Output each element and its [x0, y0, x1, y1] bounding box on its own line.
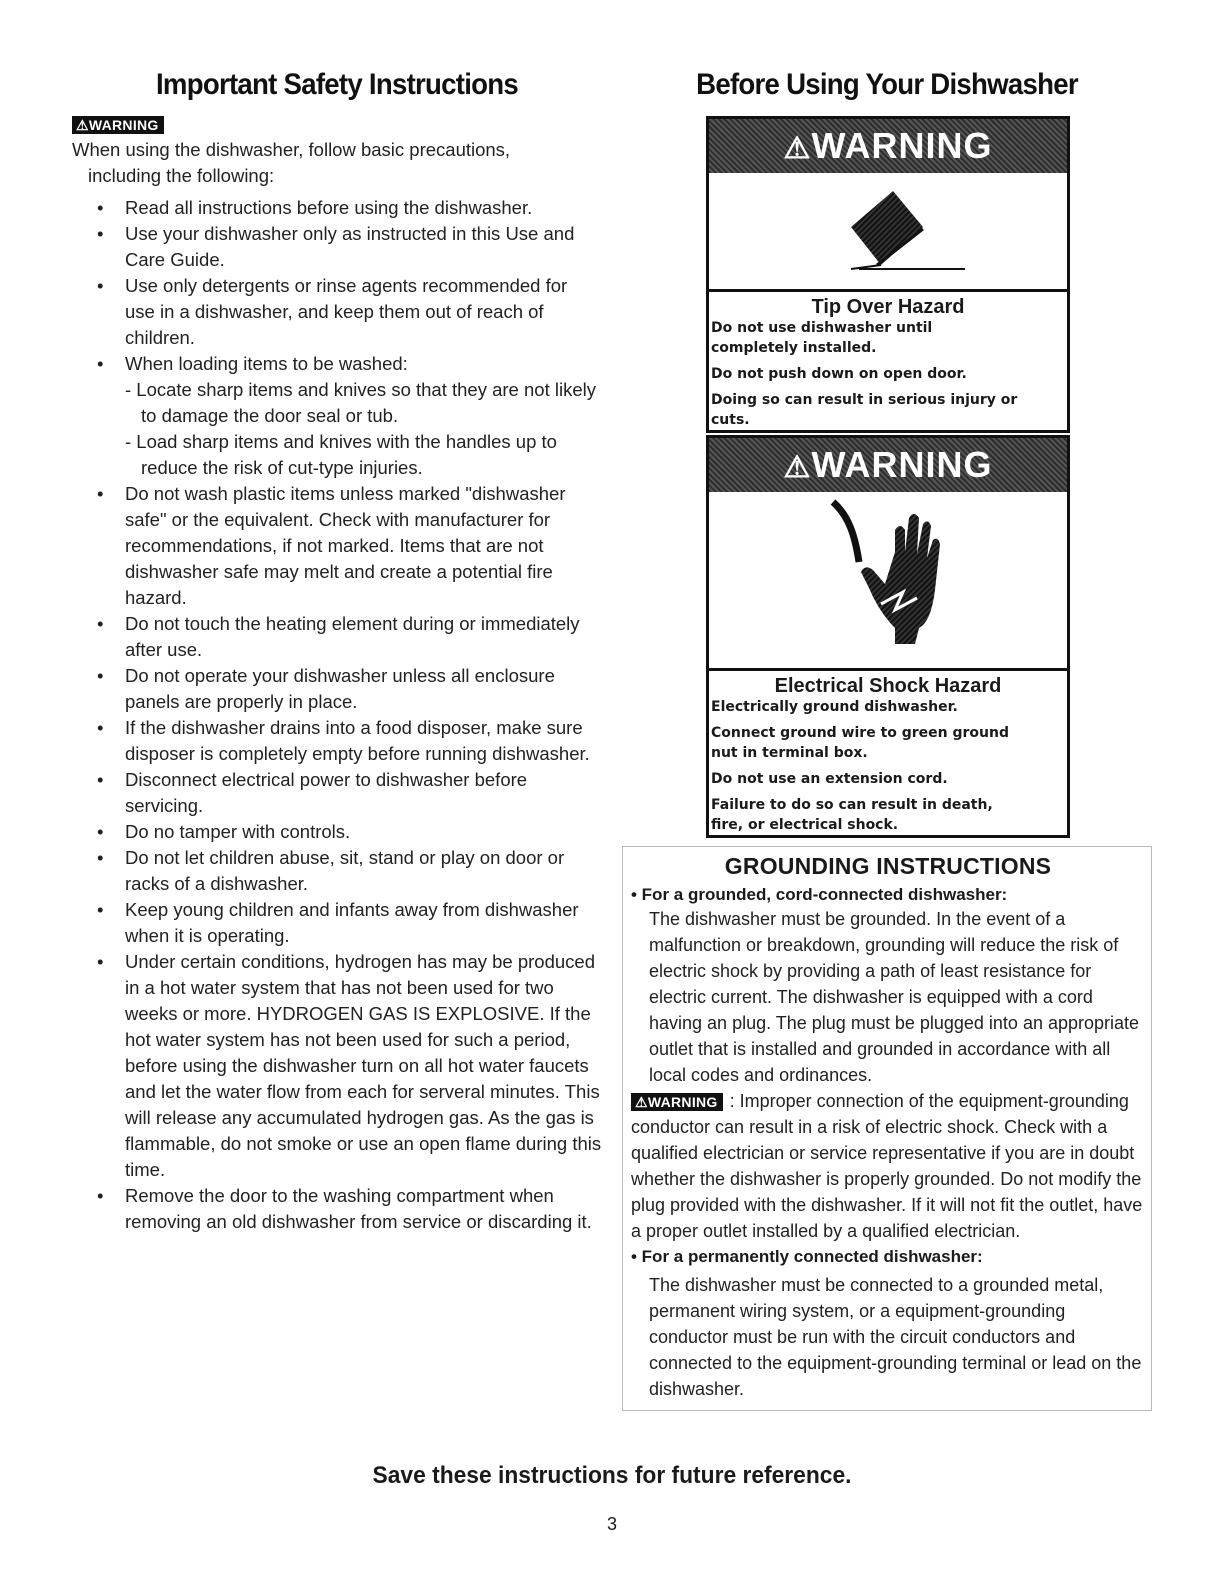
hand-shock-icon	[709, 492, 1067, 668]
hazard-line: Electrically ground dishwasher.	[711, 699, 958, 715]
intro-line-1: When using the dishwasher, follow basic precautions,	[72, 139, 511, 160]
list-item: • When loading items to be washed: - Locate sharp items and knives so that they are not likely to damage the door seal or tub. - Load sharp items and knives with the handles up to reduce the risk of cut-type injuries.	[72, 351, 602, 481]
warning-banner: ⚠WARNING	[709, 438, 1067, 492]
hazard-line: Connect ground wire to green ground	[711, 725, 1010, 741]
safety-intro	[72, 137, 602, 189]
grounding-heading-cord: • For a grounded, cord-connected dishwasher:	[631, 885, 1008, 904]
bullet-icon: •	[97, 951, 104, 972]
bullet-icon: •	[97, 899, 104, 920]
warning-triangle-icon: ⚠	[783, 132, 812, 165]
before-using-column	[622, 68, 1152, 1411]
loading-sublist	[125, 377, 602, 481]
elec-hazard-title: Electrical Shock Hazard	[774, 675, 1002, 697]
tip-hazard-text-3	[709, 390, 1067, 430]
list-item: • Use only detergents or rinse agents recommended for use in a dishwasher, and keep them out of reach of children.	[97, 275, 568, 348]
hazard-line: Do not use an extension cord.	[711, 771, 948, 787]
warning-triangle-icon: ⚠	[635, 1094, 648, 1110]
elec-hazard-text-4	[709, 795, 1067, 835]
hazard-line: fire, or electrical shock.	[711, 817, 899, 833]
sub-item: - Locate sharp items and knives so that they are not likely to damage the door seal or tub.	[125, 379, 596, 426]
tip-over-pictogram	[709, 173, 1067, 292]
elec-hazard-text-2	[709, 723, 1067, 763]
list-item: • Do no tamper with controls.	[72, 819, 602, 845]
list-item: • Under certain conditions, hydrogen has may be produced in a hot water system that has not been used for two weeks or more. HYDROGEN GAS IS EXPLOSIVE. If the hot water system has not been used for such a period, before using the dishwasher turn on all hot water faucets and let the water flow from each for serveral minutes. This will release any accumulated hydrogen gas. As the gas is flammable, do not smoke or use an open flame during this time.	[97, 951, 602, 1180]
list-item: • Do not operate your dishwasher unless all enclosure panels are properly in place.	[97, 665, 555, 712]
hazard-line: cuts.	[711, 412, 750, 428]
bullet-icon: •	[97, 821, 104, 842]
list-item: • Do not wash plastic items unless marked "dishwasher safe" or the equivalent. Check with manufacturer for recommendations, if not marked. Items that are not dishwasher safe may melt and create a potential fire hazard.	[97, 483, 566, 608]
sub-item: - Load sharp items and knives with the handles up to reduce the risk of cut-type injuries.	[125, 431, 557, 478]
bullet-icon: •	[97, 769, 104, 790]
list-item: • Do not let children abuse, sit, stand or play on door or racks of a dishwasher.	[97, 847, 565, 894]
grounding-body-cord: The dishwasher must be grounded. In the event of a malfunction or breakdown, grounding will reduce the risk of electric shock by providing a path of least resistance for electric current. The dishwasher is equipped with a cord having an plug. The plug must be plugged into an appropriate outlet that is installed and grounded in accordance with all local codes and ordinances.	[649, 909, 1140, 1085]
bullet-icon: •	[97, 275, 104, 296]
warning-badge	[631, 1093, 723, 1111]
bullet-icon: •	[97, 665, 104, 686]
list-item: • Keep young children and infants away from dishwasher when it is operating.	[97, 899, 579, 946]
list-item: • Disconnect electrical power to dishwasher before servicing.	[97, 769, 528, 816]
bullet-icon: •	[97, 717, 104, 738]
warning-badge-label: WARNING	[88, 117, 159, 133]
grounding-warning	[631, 1088, 1145, 1244]
safety-rules-list	[72, 195, 602, 1235]
list-item: • Remove the door to the washing compartment when removing an old dishwasher from service or discarding it.	[97, 1185, 592, 1232]
elec-hazard-text-1	[709, 697, 1067, 717]
tip-hazard-title: Tip Over Hazard	[811, 296, 965, 318]
list-item: • Use your dishwasher only as instructed in this Use and Care Guide.	[97, 223, 575, 270]
intro-line-2: including the following:	[88, 165, 275, 186]
list-item: • Do not touch the heating element during or immediately after use.	[97, 613, 580, 660]
tip-hazard-text-2	[709, 364, 1067, 384]
warning-banner: ⚠WARNING	[709, 119, 1067, 173]
elec-hazard-text-3	[709, 769, 1067, 789]
safety-title: Important Safety Instructions	[155, 68, 519, 101]
bullet-icon: •	[97, 353, 104, 374]
hazard-line: nut in terminal box.	[711, 745, 868, 761]
grounding-title: GROUNDING INSTRUCTIONS	[724, 853, 1052, 879]
electrical-shock-warning-label	[706, 435, 1070, 838]
grounding-warning-text: : Improper connection of the equipment-grounding conductor can result in a risk of electric shock. Check with a qualified electrician or service representative if you are in doubt whether the dishwasher is properly grounded. Do not modify the plug provided with the dishwasher. If it will not fit the outlet, have a proper outlet installed by a qualified electrician.	[631, 1091, 1143, 1241]
bullet-icon: •	[97, 197, 104, 218]
electrical-shock-pictogram	[709, 492, 1067, 671]
list-item: • If the dishwasher drains into a food disposer, make sure disposer is completely empty before running dishwasher.	[97, 717, 590, 764]
grounding-body-permanent: The dishwasher must be connected to a grounded metal, permanent wiring system, or a equipment-grounding conductor must be run with the circuit conductors and connected to the equipment-grounding terminal or lead on the dishwasher.	[649, 1275, 1142, 1399]
safety-instructions-column	[72, 68, 602, 1235]
tip-hazard-text-1	[709, 318, 1067, 358]
grounding-instructions-box	[622, 846, 1152, 1411]
tip-over-warning-label	[706, 116, 1070, 433]
bullet-icon: •	[97, 847, 104, 868]
warning-triangle-icon: ⚠	[783, 451, 812, 484]
save-instructions-footer: Save these instructions for future reference.	[372, 1462, 852, 1489]
page-number: 3	[606, 1514, 617, 1534]
warning-badge	[72, 116, 164, 134]
warning-triangle-icon: ⚠	[76, 117, 89, 133]
before-using-title: Before Using Your Dishwasher	[696, 68, 1078, 101]
bullet-icon: •	[97, 1185, 104, 1206]
bullet-icon: •	[97, 613, 104, 634]
tipping-dishwasher-icon	[709, 173, 1067, 289]
hazard-line: completely installed.	[711, 340, 877, 356]
hazard-line: Failure to do so can result in death,	[711, 797, 993, 813]
warning-badge-label: WARNING	[647, 1094, 718, 1110]
hazard-line: Doing so can result in serious injury or	[711, 392, 1018, 408]
list-item: • Read all instructions before using the dishwasher.	[72, 195, 602, 221]
bullet-icon: •	[97, 223, 104, 244]
hazard-line: Do not use dishwasher until	[711, 320, 933, 336]
hazard-line: Do not push down on open door.	[711, 366, 967, 382]
grounding-heading-permanent: • For a permanently connected dishwasher:	[631, 1247, 983, 1266]
bullet-icon: •	[97, 483, 104, 504]
